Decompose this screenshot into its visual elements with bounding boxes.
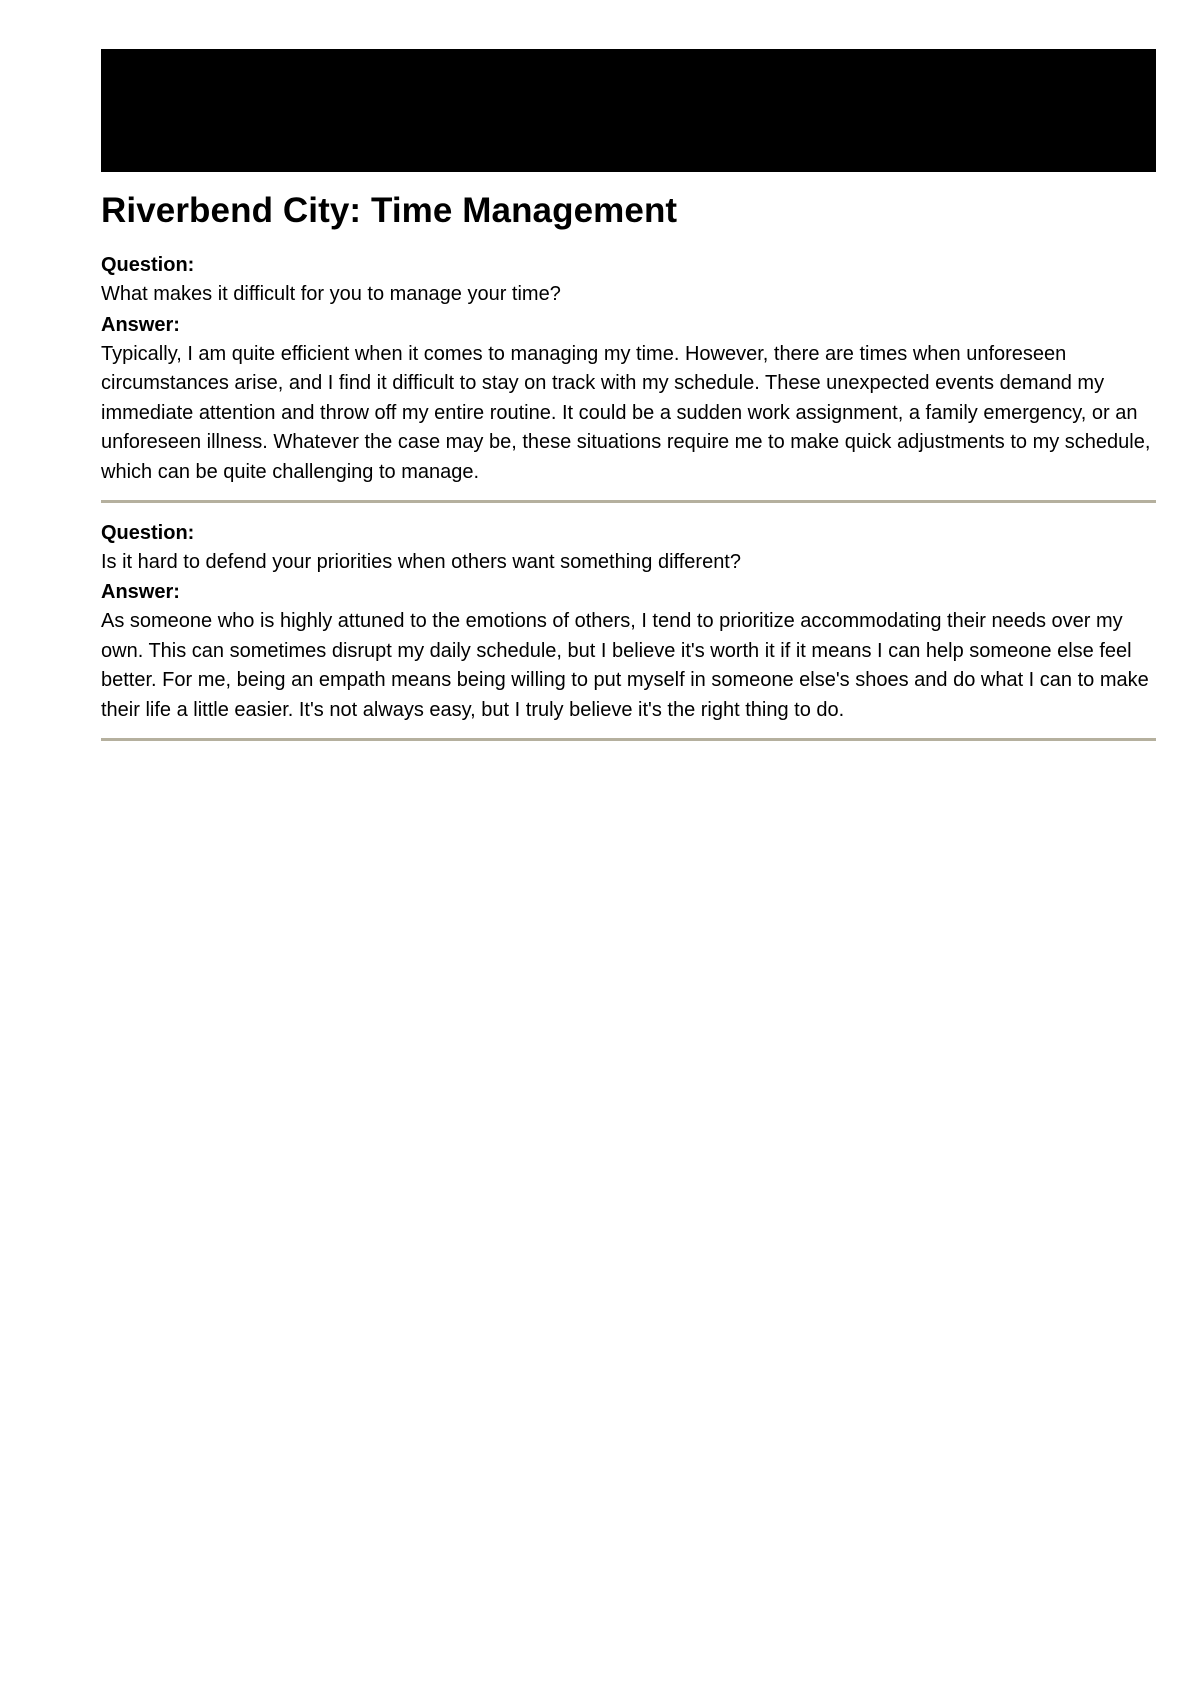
document-page [101,49,1156,756]
question-text: What makes it difficult for you to manage your time? [101,283,561,305]
answer-label: Answer: [101,313,180,336]
question-text: Is it hard to defend your priorities when others want something different? [101,550,741,573]
header-banner [101,49,1156,172]
answer-text: Typically, I am quite efficient when it comes to managing my time. However, there are times when unforeseen circumstances arise, and I find it difficult to stay on track with my schedule. These unexpected events demand my immediate attention and throw off my entire routine. It could be a sudden work assignment, a family emergency, or an unforeseen illness. Whatever the case may be, these situations require me to make quick adjustments to my schedule, which can be quite challenging to manage. [101,342,1151,483]
qa-item [101,518,1156,741]
answer-text: As someone who is highly attuned to the emotions of others, I tend to prioritize accommodating their needs over my own. This can sometimes disrupt my daily schedule, but I believe it's worth it if it means I can help someone else feel better. For me, being an empath means being willing to put myself in someone else's shoes and do what I can to make their life a little easier. It's not always easy, but I truly believe it's the right thing to do. [101,610,1149,721]
answer-label: Answer: [101,581,180,604]
question-label: Question: [101,521,195,544]
qa-item [101,250,1156,503]
page-title: Riverbend City: Time Management [101,191,678,230]
qa-list [101,250,1156,741]
question-label: Question: [101,254,195,276]
